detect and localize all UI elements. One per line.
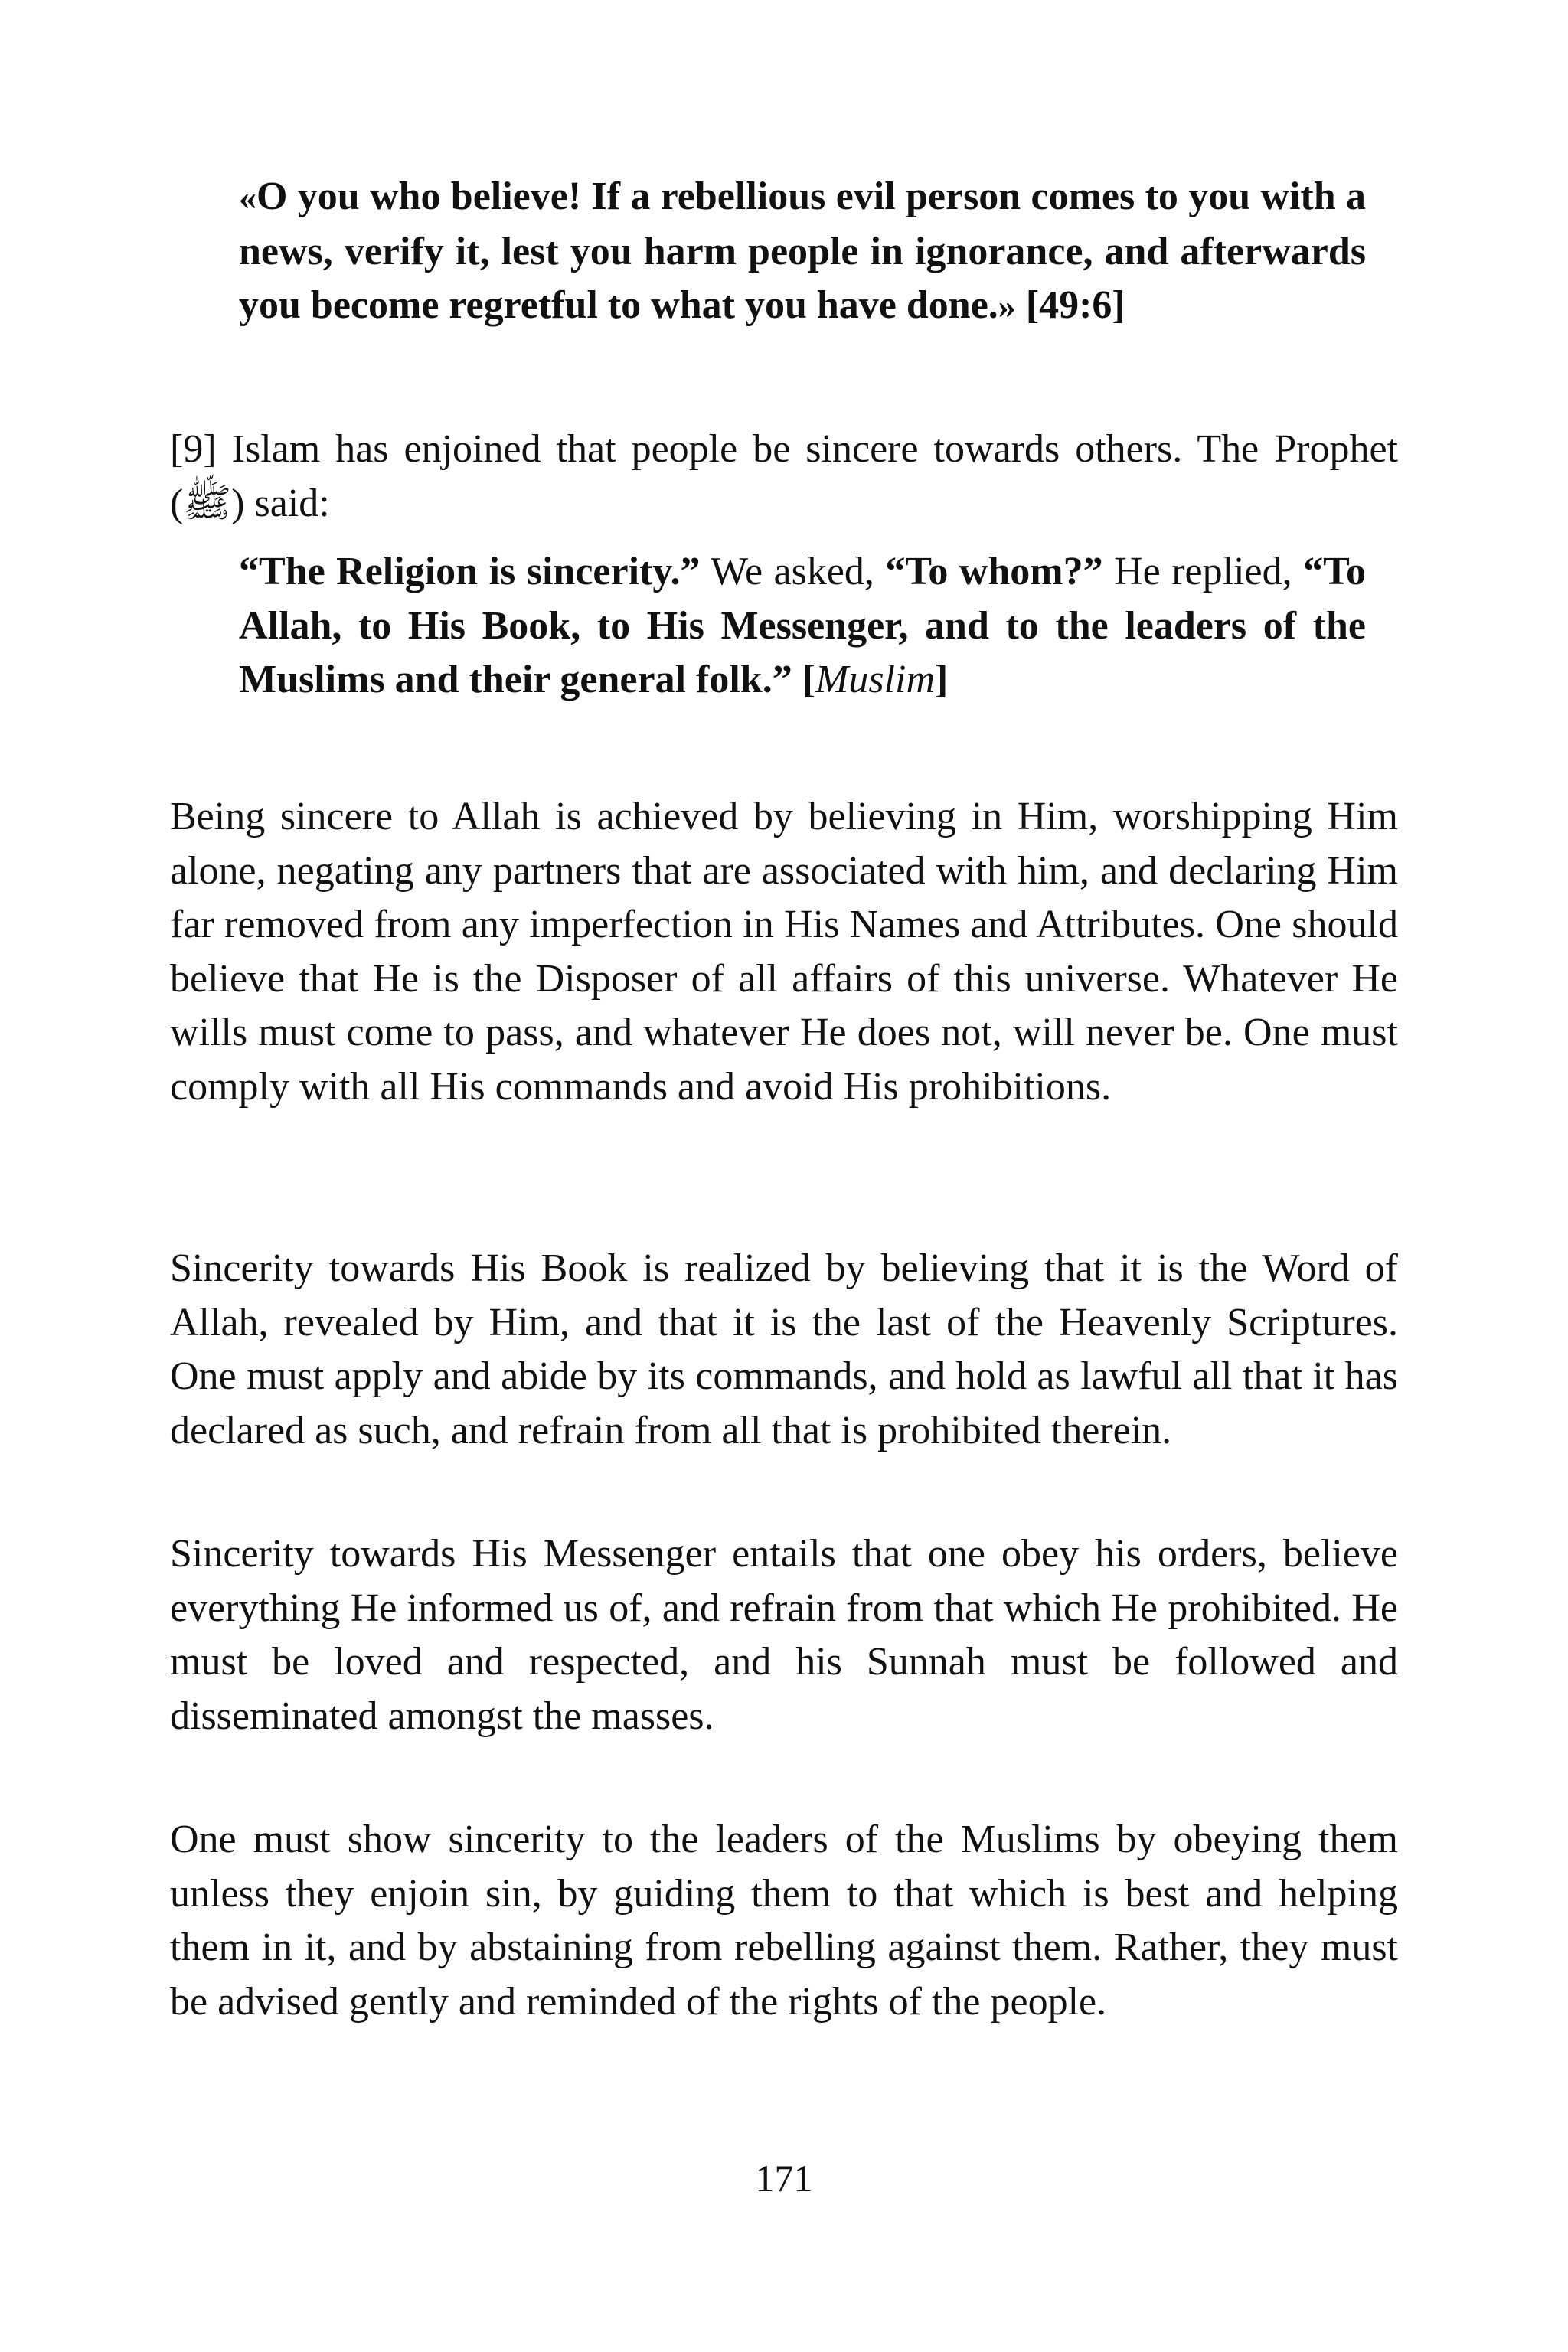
hadith-source: Muslim xyxy=(815,658,936,701)
hadith-narration-1: We asked, xyxy=(700,550,886,593)
paragraph-sincerity-leaders: One must show sincerity to the leaders of the Muslims by obeying them unless they enjoin sin, by guiding them to that which is best and helping them in it, and by abstaining from rebelling against them. Rather, they must be advised gently and reminded of the rights of the people. xyxy=(170,1818,1398,2024)
quran-verse-text: O you who believe! If a rebellious evil person comes to you with a news, verify it, lest you harm people in ignorance, and afterwards you become regretful to what you have done. xyxy=(239,175,1366,327)
prophet-honorific-glyph: ﷺ xyxy=(183,481,232,525)
hadith-quote xyxy=(239,545,1366,707)
paragraph-9-text-end: ) said: xyxy=(231,481,330,525)
hadith-quote-2: “To whom?” xyxy=(885,550,1103,593)
hadith-quote-1: “The Religion is sincerity.” xyxy=(239,550,701,593)
quran-verse-quote xyxy=(239,170,1366,334)
quran-open-bracket: « xyxy=(239,178,256,217)
page-number: 171 xyxy=(755,2157,813,2200)
paragraph-9-text: [9] Islam has enjoined that people be sincere towards others. The Prophet ( xyxy=(170,427,1398,525)
paragraph-9 xyxy=(170,423,1398,531)
hadith-quote-3: “To Allah, to His Book, to His Messenger, and to the leaders of the Muslims and their general folk.” xyxy=(239,550,1367,701)
paragraph-sincerity-allah: Being sincere to Allah is achieved by believing in Him, worshipping Him alone, negating any partners that are associated with him, and declaring Him far removed from any imperfection in His Names and Attributes. One should believe that He is the Disposer of all affairs of this universe. Whatever He wills must come to pass, and whatever He does not, will never be. One must comply with all His commands and avoid His prohibitions. xyxy=(170,795,1398,1109)
hadith-source-close: ] xyxy=(935,658,949,701)
hadith-source-open: [ xyxy=(802,658,816,701)
paragraph-sincerity-book: Sincerity towards His Book is realized by believing that it is the Word of Allah, revealed by Him, and that it is the last of the Heavenly Scriptures. One must apply and abide by its commands, and hold as lawful all that it has declared as such, and refrain from all that is prohibited therein. xyxy=(170,1246,1398,1452)
paragraph-sincerity-messenger: Sincerity towards His Messenger entails that one obey his orders, believe everything He informed us of, and refrain from that which He prohibited. He must be loved and respected, and his Sunnah must be followed and disseminated amongst the masses. xyxy=(170,1532,1398,1738)
hadith-narration-2: He replied, xyxy=(1102,550,1304,593)
quran-verse-reference: [49:6] xyxy=(1025,283,1125,327)
quran-close-bracket: » xyxy=(998,286,1016,325)
